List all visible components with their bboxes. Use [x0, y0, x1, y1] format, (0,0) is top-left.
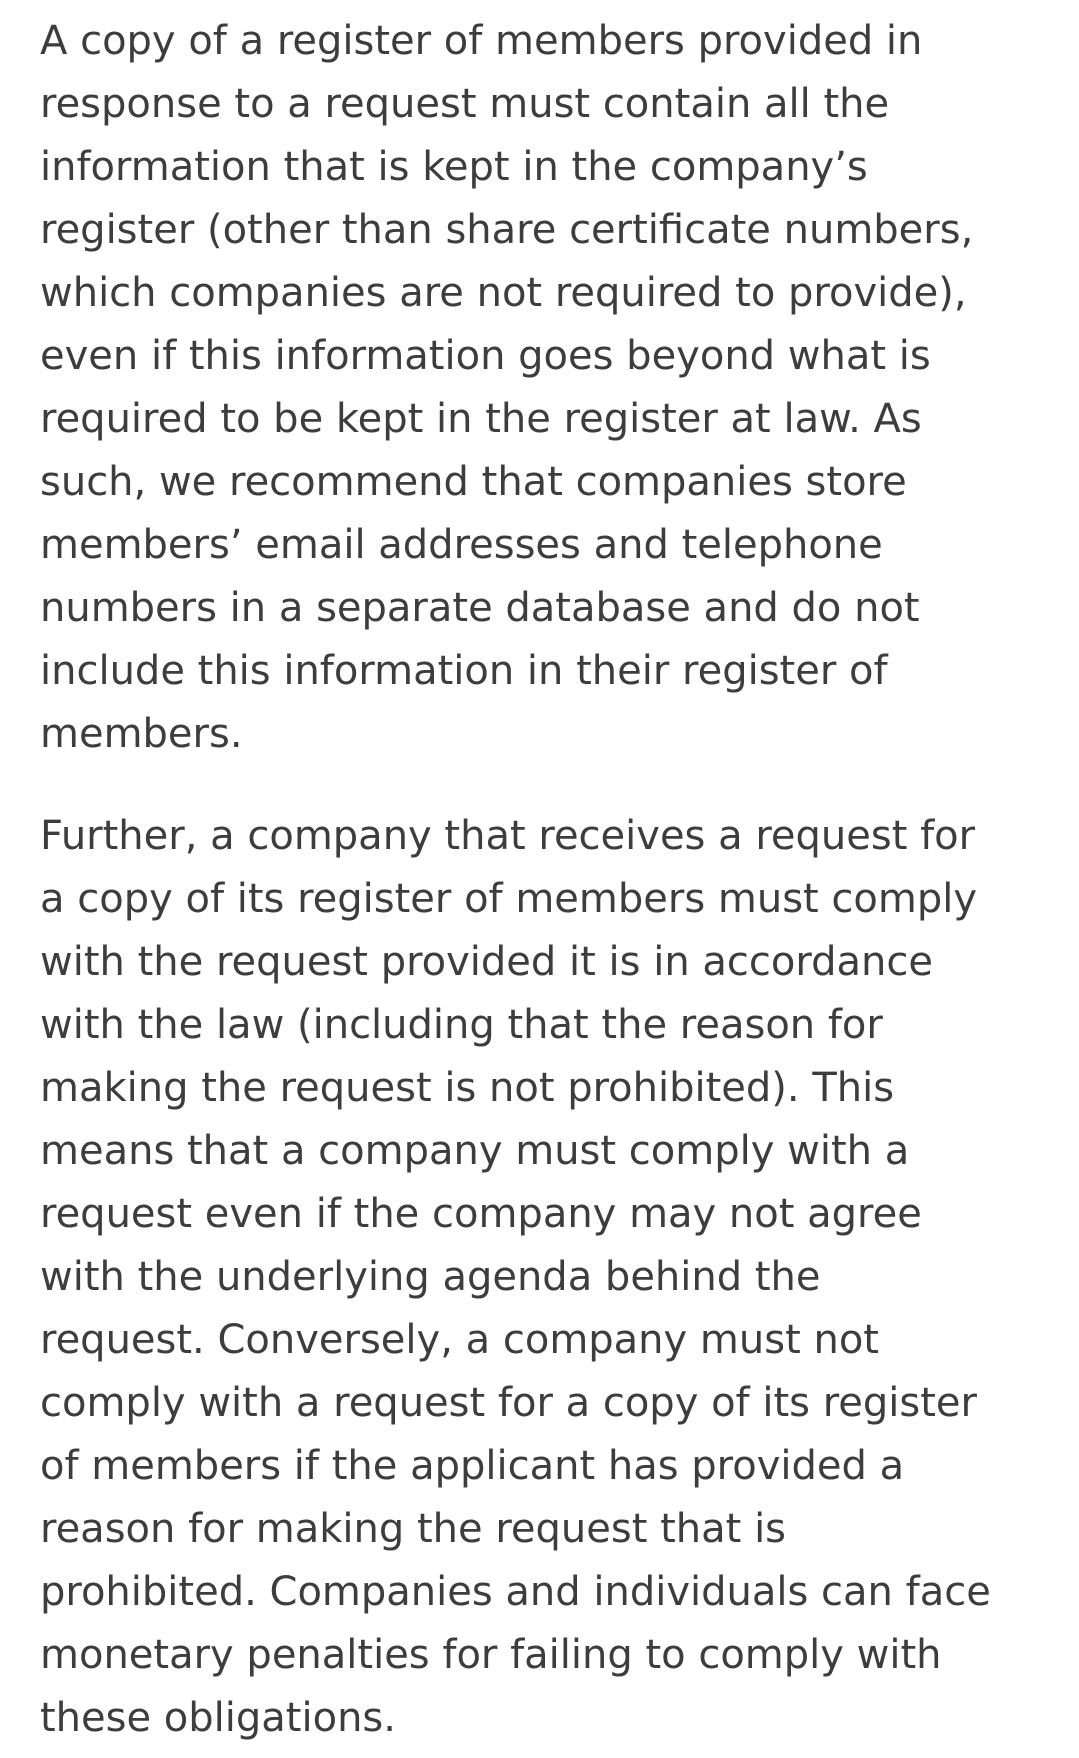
text-line: means that a company must comply with a [40, 1128, 910, 1174]
text-line: numbers in a separate database and do not [40, 585, 920, 631]
text-line: information that is kept in the company’s [40, 144, 868, 190]
text-line: reason for making the request that is [40, 1506, 787, 1552]
text-line: a copy of its register of members must comply [40, 876, 978, 922]
article-body [40, 10, 1040, 1750]
text-line: response to a request must contain all the [40, 81, 890, 127]
text-line: these obligations. [40, 1695, 396, 1741]
text-line: even if this information goes beyond what is [40, 333, 931, 379]
text-line: required to be kept in the register at law. As [40, 396, 922, 442]
text-line: include this information in their register of [40, 648, 888, 694]
text-line: A copy of a register of members provided in [40, 18, 923, 64]
text-line: comply with a request for a copy of its register [40, 1380, 977, 1426]
text-line: with the request provided it is in accordance [40, 939, 933, 985]
text-line: with the law (including that the reason for [40, 1002, 883, 1048]
text-line: prohibited. Companies and individuals can face [40, 1569, 991, 1615]
text-line: of members if the applicant has provided a [40, 1443, 905, 1489]
paragraph-compliance-obligations [40, 805, 1040, 1750]
text-line: making the request is not prohibited). This [40, 1065, 895, 1111]
paragraph-register-copy-contents [40, 10, 1040, 766]
text-line: such, we recommend that companies store [40, 459, 907, 505]
text-line: Further, a company that receives a request for [40, 813, 976, 859]
text-line: request even if the company may not agree [40, 1191, 922, 1237]
text-line: monetary penalties for failing to comply with [40, 1632, 942, 1678]
text-line: which companies are not required to provide), [40, 270, 967, 316]
text-line: with the underlying agenda behind the [40, 1254, 821, 1300]
text-line: members’ email addresses and telephone [40, 522, 883, 568]
text-line: members. [40, 711, 243, 757]
text-line: request. Conversely, a company must not [40, 1317, 879, 1363]
text-line: register (other than share certificate numbers, [40, 207, 974, 253]
